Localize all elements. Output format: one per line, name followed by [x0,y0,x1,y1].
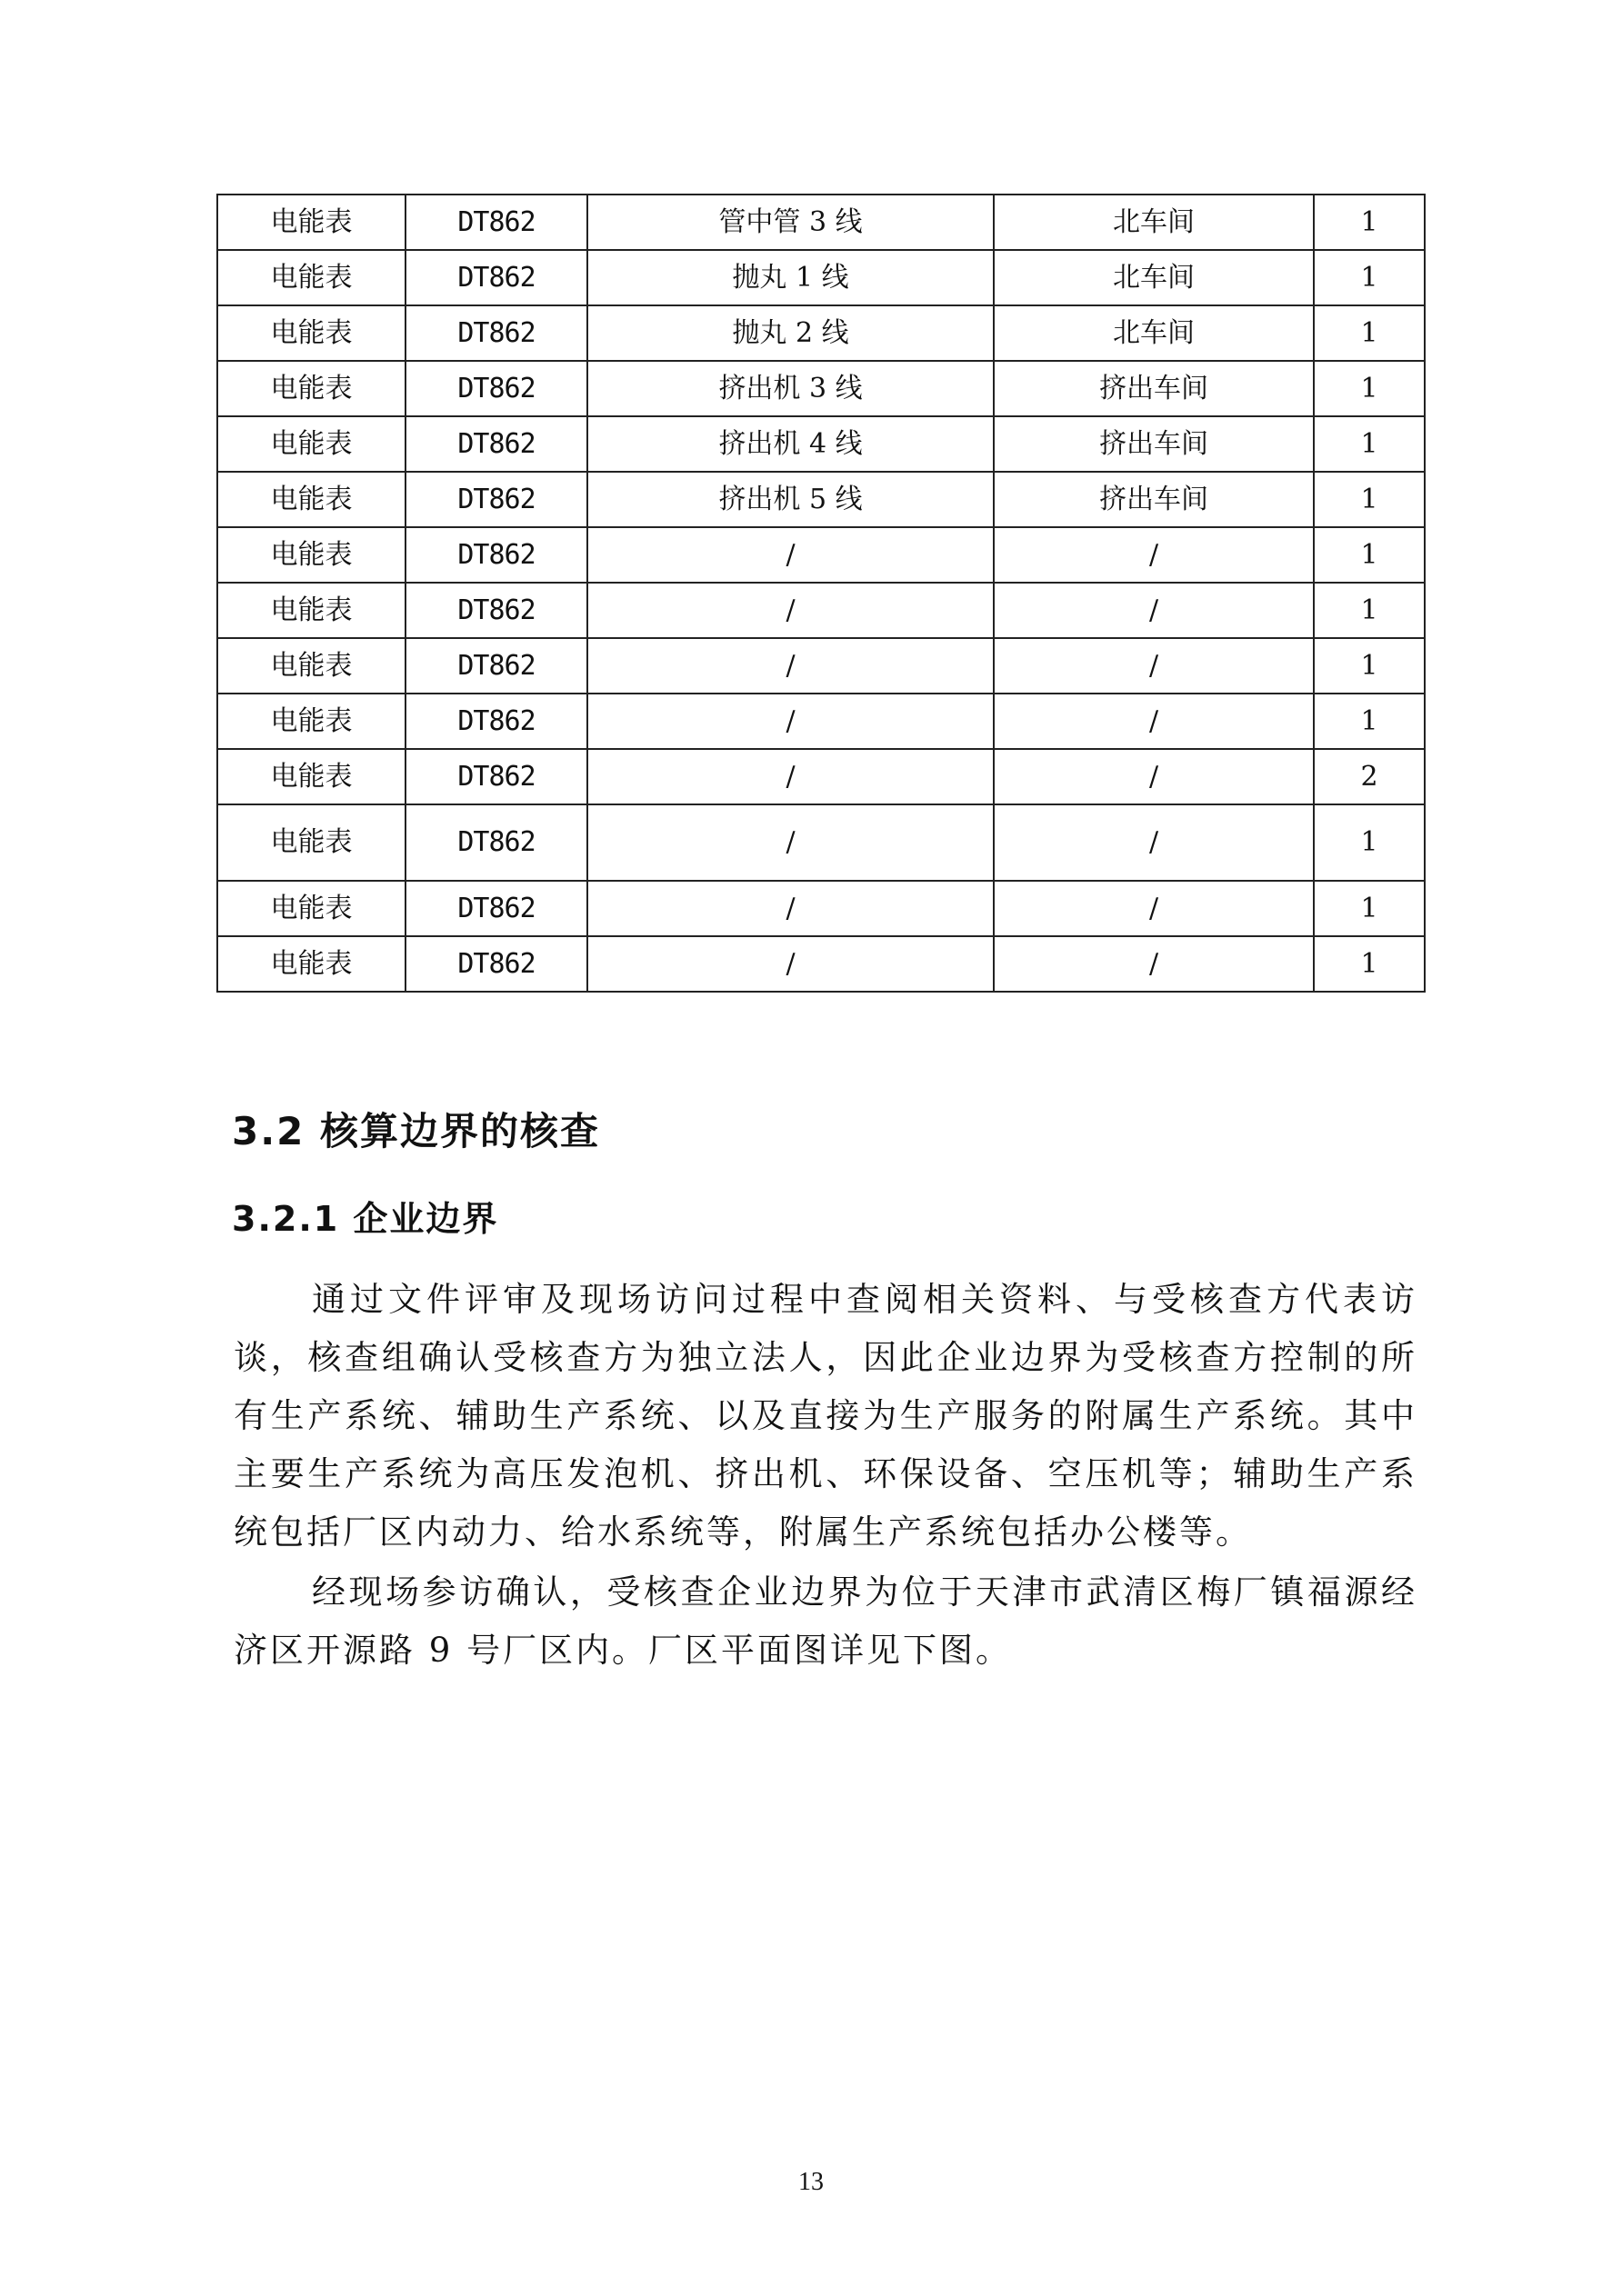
paragraph-enterprise-boundary: 通过文件评审及现场访问过程中查阅相关资料、与受核查方代表访谈，核查组确认受核查方为独立法人，因此企业边界为受核查方控制的所有生产系统、辅助生产系统、以及直接为生产服务的附属生产系统。其中主要生产系统为高压发泡机、挤出机、环保设备、空压机等；辅助生产系统包括厂区内动力、给水系统等，附属生产系统包括办公楼等。 [234,1280,1417,1552]
cell-quantity: 1 [1314,305,1425,361]
cell-workshop: 挤出车间 [994,361,1314,416]
cell-device: 电能表 [217,416,406,472]
table-row [217,195,1425,250]
cell-device: 电能表 [217,936,406,992]
cell-device: 电能表 [217,472,406,527]
cell-workshop: / [994,804,1314,881]
cell-model: DT862 [406,638,587,694]
table-row [217,638,1425,694]
table-row [217,749,1425,804]
cell-line: 管中管 3 线 [587,195,994,250]
cell-line: 挤出机 3 线 [587,361,994,416]
cell-line: / [587,638,994,694]
cell-quantity: 1 [1314,936,1425,992]
cell-quantity: 1 [1314,638,1425,694]
cell-workshop: 北车间 [994,195,1314,250]
table-row [217,694,1425,749]
cell-quantity: 1 [1314,195,1425,250]
table-row [217,472,1425,527]
table-row [217,804,1425,881]
cell-model: DT862 [406,583,587,638]
cell-device: 电能表 [217,881,406,936]
subsection-heading: 3.2.1 企业边界 [232,1199,499,1239]
cell-model: DT862 [406,749,587,804]
cell-workshop: 北车间 [994,305,1314,361]
cell-device: 电能表 [217,804,406,881]
cell-device: 电能表 [217,250,406,305]
cell-workshop: / [994,749,1314,804]
cell-model: DT862 [406,305,587,361]
cell-model: DT862 [406,936,587,992]
cell-quantity: 1 [1314,527,1425,583]
page-number: 13 [798,2168,824,2196]
cell-line: / [587,804,994,881]
cell-model: DT862 [406,527,587,583]
cell-workshop: / [994,527,1314,583]
cell-device: 电能表 [217,694,406,749]
table-row [217,416,1425,472]
section-heading: 3.2 核算边界的核查 [232,1109,601,1153]
cell-quantity: 1 [1314,881,1425,936]
cell-model: DT862 [406,804,587,881]
cell-quantity: 1 [1314,416,1425,472]
cell-workshop: / [994,694,1314,749]
cell-line: 挤出机 5 线 [587,472,994,527]
cell-workshop: / [994,936,1314,992]
cell-device: 电能表 [217,749,406,804]
cell-line: / [587,527,994,583]
cell-workshop: 北车间 [994,250,1314,305]
cell-quantity: 1 [1314,583,1425,638]
cell-model: DT862 [406,694,587,749]
table-row [217,583,1425,638]
cell-line: / [587,583,994,638]
table-row [217,527,1425,583]
table-row [217,305,1425,361]
cell-device: 电能表 [217,195,406,250]
cell-model: DT862 [406,195,587,250]
cell-quantity: 1 [1314,694,1425,749]
cell-quantity: 1 [1314,250,1425,305]
cell-quantity: 1 [1314,472,1425,527]
cell-line: / [587,881,994,936]
cell-model: DT862 [406,472,587,527]
cell-device: 电能表 [217,638,406,694]
cell-workshop: 挤出车间 [994,416,1314,472]
cell-workshop: / [994,583,1314,638]
cell-line: / [587,936,994,992]
cell-line: 抛丸 2 线 [587,305,994,361]
cell-device: 电能表 [217,527,406,583]
cell-workshop: 挤出车间 [994,472,1314,527]
energy-meter-table [216,194,1426,993]
cell-quantity: 1 [1314,361,1425,416]
cell-workshop: / [994,638,1314,694]
paragraph-site-location: 经现场参访确认，受核查企业边界为位于天津市武清区梅厂镇福源经济区开源路 9 号厂区内。厂区平面图详见下图。 [234,1572,1417,1670]
table-row [217,361,1425,416]
cell-model: DT862 [406,250,587,305]
table-row [217,936,1425,992]
cell-quantity: 1 [1314,804,1425,881]
cell-line: / [587,694,994,749]
cell-line: / [587,749,994,804]
table-row [217,881,1425,936]
cell-line: 抛丸 1 线 [587,250,994,305]
cell-model: DT862 [406,361,587,416]
cell-device: 电能表 [217,583,406,638]
cell-line: 挤出机 4 线 [587,416,994,472]
cell-device: 电能表 [217,361,406,416]
cell-model: DT862 [406,881,587,936]
cell-workshop: / [994,881,1314,936]
energy-meter-table-body [217,195,1425,992]
cell-model: DT862 [406,416,587,472]
table-row [217,250,1425,305]
cell-quantity: 2 [1314,749,1425,804]
cell-device: 电能表 [217,305,406,361]
